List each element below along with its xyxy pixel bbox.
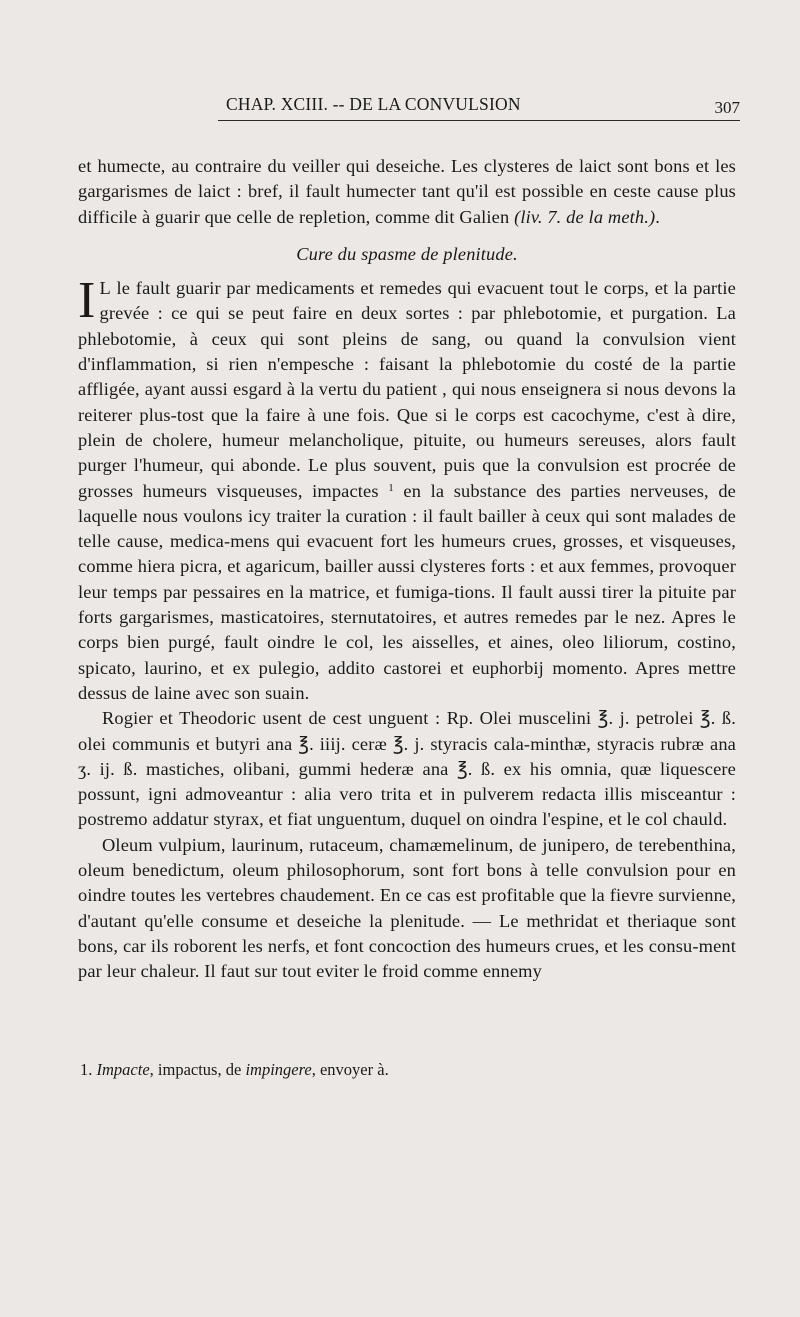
drop-cap: I bbox=[78, 272, 96, 330]
page-header bbox=[0, 94, 800, 118]
body-text bbox=[78, 154, 736, 985]
footnote-term: Impacte bbox=[96, 1060, 150, 1079]
running-head: CHAP. XCIII. -- DE LA CONVULSION bbox=[226, 94, 521, 114]
intro-reference: (liv. 7. de la meth.) bbox=[514, 206, 656, 227]
footnote-end: , envoyer à. bbox=[311, 1060, 389, 1079]
lead-letter: L bbox=[99, 278, 111, 299]
intro-text: et humecte, au contraire du veiller qui deseiche. Les clysteres de laict sont bons et les gargarismes de laict : bref, il fault humecter tant qu'il est possible en ceste cause plus difficile à guarir que celle de repletion, comme dit Galien bbox=[78, 156, 736, 227]
paragraph-rogier: Rogier et Theodoric usent de cest unguent : Rp. Olei muscelini ℥. j. petrolei ℥. ß. olei communis et butyri ana ℥. iiij. ceræ ℥. j. styracis cala-minthæ, styracis rubræ ana ʒ. ij. ß. mastiches, olibani, gummi hederæ ana ℥. ß. ex his omnia, quæ liquescere possunt, igni admoveantur : alia vero trita et in pulverem redacta illis misceantur : postremo addatur styrax, et fiat unguentum, duquel on oindra l'espine, et le col chauld. bbox=[78, 708, 736, 830]
paragraph-main bbox=[78, 272, 736, 706]
section-title: Cure du spasme de plenitude. bbox=[296, 243, 518, 264]
header-rule bbox=[218, 120, 740, 121]
footnote-number: 1. bbox=[80, 1060, 93, 1079]
intro-end: . bbox=[655, 206, 661, 227]
footnote bbox=[80, 1059, 730, 1081]
paragraph-oleum: Oleum vulpium, laurinum, rutaceum, chamæmelinum, de junipero, de terebenthina, oleum benedictum, oleum philosophorum, sont fort bons à telle convulsion pour en oindre toutes les vertebres chaudement. En ce cas est profitable que la fievre survienne, d'autant qu'elle consume et deseiche la plenitude. — Le methridat et theriaque sont bons, car ils roborent les nerfs, et font concoction des humeurs crues, et les consu-ment par leur chaleur. Il faut sur tout eviter le froid comme ennemy bbox=[78, 834, 736, 982]
main-text-2: en la substance des parties nerveuses, de laquelle nous voulons icy traiter la curation : il fault bailler à ceux qui sont malades de telle cause, medica-mens qui evacuent fort les humeurs crues, grosses, et visqueuses, comme hiera picra, et agaricum, bailler aussi clysteres forts : et aux femmes, provoquer leur temps par pessaires en la matrice, et fumiga-tions. Il fault aussi tirer la pituite par forts gargarismes, masticatoires, sternutatoires, et autres remedes par le nez. Apres le corps bien purgé, fault oindre le col, les aisselles, et aines, oleo liliorum, costino, spicato, laurino, et ex pulegio, addito castorei et euphorbij momento. Apres mettre dessus de laine avec son suain. bbox=[78, 480, 736, 703]
page-number: 307 bbox=[714, 98, 740, 117]
paragraph-intro bbox=[78, 154, 736, 230]
footnote-marker: 1 bbox=[388, 481, 394, 494]
footnote-middle: , impactus, de bbox=[149, 1060, 246, 1079]
footnote-source: impingere bbox=[245, 1060, 312, 1079]
main-text-1: le fault guarir par medicaments et remedes qui evacuent tout le corps, et la partie grevée : ce qui se peut faire en deux sortes : par phlebotomie, et purgation. La phlebotomie, à ceux qui sont pleins de sang, ou quand la convulsion vient d'inflammation, si rien n'empesche : faisant la phlebotomie du costé de la partie affligée, ayant aussi esgard à la vertu du patient , qui nous enseignera si nous devons la reiterer plus-tost que la faire à une fois. Que si le corps est cacochyme, c'est à dire, plein de cholere, humeur melancholique, pituite, ou humeurs sereuses, alors fault purger l'humeur, qui abonde. Le plus souvent, puis que la convulsion est procrée de grosses humeurs visqueuses, impactes bbox=[78, 278, 736, 501]
